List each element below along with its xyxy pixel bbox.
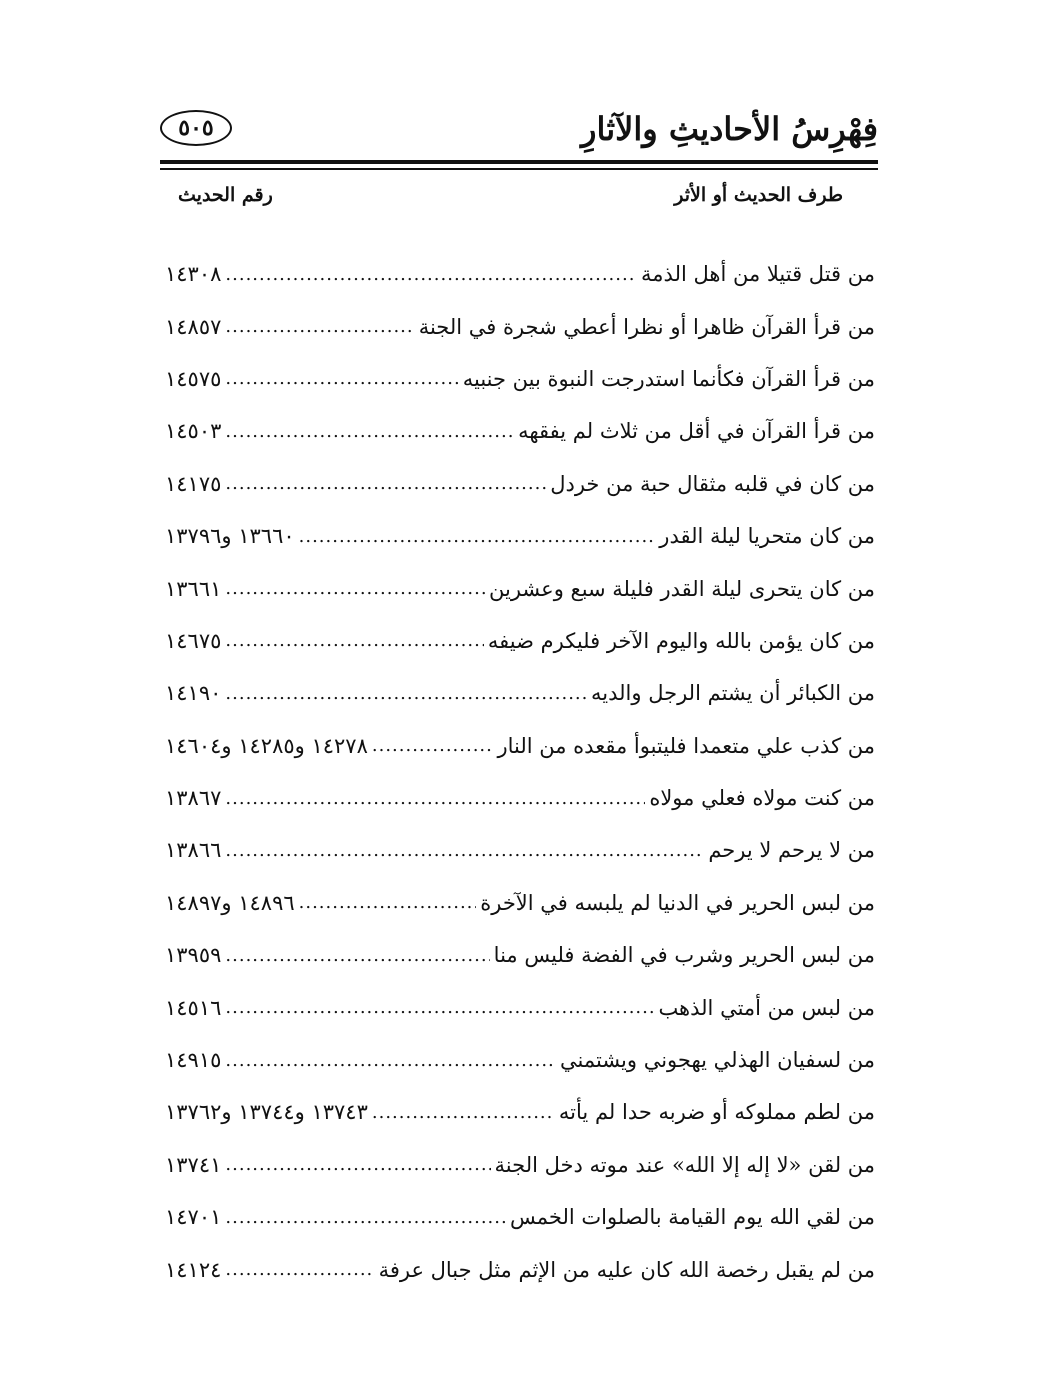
column-headers	[160, 184, 878, 218]
entry-number: ١٤١٢٤	[165, 1257, 222, 1282]
entry-leader-dots	[225, 578, 485, 599]
entry-leader-dots	[299, 526, 656, 547]
index-entry	[165, 615, 875, 667]
index-entry	[165, 772, 875, 824]
page-title: فِهْرِسُ الأحاديثِ والآثارِ	[581, 110, 878, 148]
entry-number: ١٤٢٧٨ و١٤٢٨٥ و١٤٦٠٤	[165, 733, 368, 758]
entry-leader-dots	[225, 630, 484, 651]
entry-number: ١٤٥٧٥	[165, 366, 222, 391]
index-entry	[165, 353, 875, 405]
entry-number: ١٤٧٠١	[165, 1205, 222, 1230]
entry-number: ١٣٦٦٠ و١٣٧٩٦	[165, 524, 295, 549]
entry-text: من كنت مولاه فعلي مولاه	[649, 786, 875, 811]
index-entry	[165, 981, 875, 1033]
entry-number: ١٤٨٩٦ و١٤٨٩٧	[165, 890, 295, 915]
entry-number: ١٤٦٧٥	[165, 628, 222, 653]
entry-leader-dots	[225, 788, 645, 809]
index-entry	[165, 720, 875, 772]
index-entry	[165, 1139, 875, 1191]
entry-leader-dots	[225, 264, 637, 285]
entry-number: ١٣٧٤١	[165, 1152, 222, 1177]
entry-leader-dots	[225, 421, 514, 442]
entry-leader-dots	[299, 892, 477, 913]
entry-leader-dots	[225, 840, 704, 861]
entry-number: ١٣٨٦٦	[165, 838, 222, 863]
page-header	[160, 98, 878, 168]
index-entry	[165, 458, 875, 510]
entry-number: ١٤٨٥٧	[165, 314, 222, 339]
entry-number: ١٤٩١٥	[165, 1048, 222, 1073]
entry-text: من لبس من أمتي الذهب	[658, 995, 875, 1020]
entry-number: ١٤٥١٦	[165, 995, 222, 1020]
entry-leader-dots	[372, 1102, 555, 1123]
entry-number: ١٤٥٠٣	[165, 419, 222, 444]
entry-text: من كان متحريا ليلة القدر	[659, 524, 875, 549]
entry-number: ١٤٣٠٨	[165, 262, 222, 287]
index-entry	[165, 1243, 875, 1295]
column-header-hadith: طرف الحديث أو الأثر	[674, 184, 843, 206]
entry-text: من قرأ القرآن فكأنما استدرجت النبوة بين جنبيه	[462, 366, 875, 391]
header-rule-thick	[160, 160, 878, 164]
index-entry	[165, 510, 875, 562]
entry-number: ١٣٩٥٩	[165, 943, 222, 968]
entry-text: من كذب علي متعمدا فليتبوأ مقعده من النار	[497, 733, 875, 758]
index-entry	[165, 929, 875, 981]
entry-text: من لسفيان الهذلي يهجوني ويشتمني	[560, 1048, 875, 1073]
entry-leader-dots	[225, 1050, 556, 1071]
entry-text: من لطم مملوكه أو ضربه حدا لم يأته	[558, 1100, 875, 1125]
header-rule-thin	[160, 168, 878, 170]
index-entry	[165, 667, 875, 719]
index-entry	[165, 300, 875, 352]
entry-leader-dots	[225, 1259, 374, 1280]
entry-text: من لبس الحرير وشرب في الفضة فليس منا	[493, 943, 875, 968]
entry-number: ١٣٦٦١	[165, 576, 222, 601]
index-entry	[165, 1034, 875, 1086]
entry-text: من قرأ القرآن ظاهرا أو نظرا أعطي شجرة في الجنة	[418, 314, 875, 339]
index-entry	[165, 877, 875, 929]
page-number-badge: ٥٠٥	[160, 110, 232, 146]
entry-leader-dots	[372, 735, 494, 756]
entry-leader-dots	[225, 368, 458, 389]
index-entries	[165, 248, 875, 1296]
index-entry	[165, 1191, 875, 1243]
entry-text: من قرأ القرآن في أقل من ثلاث لم يفقهه	[518, 419, 875, 444]
entry-leader-dots	[225, 683, 587, 704]
entry-text: من لم يقبل رخصة الله كان عليه من الإثم مثل جبال عرفة	[378, 1257, 875, 1282]
index-entry	[165, 405, 875, 457]
entry-leader-dots	[225, 1154, 490, 1175]
entry-leader-dots	[225, 1207, 506, 1228]
entry-number: ١٣٧٤٣ و١٣٧٤٤ و١٣٧٦٢	[165, 1100, 368, 1125]
entry-leader-dots	[225, 473, 546, 494]
index-entry	[165, 1086, 875, 1138]
entry-leader-dots	[225, 945, 489, 966]
entry-text: من لا يرحم لا يرحم	[708, 838, 875, 863]
entry-text: من الكبائر أن يشتم الرجل والديه	[591, 681, 875, 706]
column-header-number: رقم الحديث	[178, 184, 273, 206]
index-entry	[165, 562, 875, 614]
entry-number: ١٤١٩٠	[165, 681, 222, 706]
entry-text: من قتل قتيلا من أهل الذمة	[641, 262, 875, 287]
entry-number: ١٣٨٦٧	[165, 786, 222, 811]
entry-leader-dots	[225, 997, 654, 1018]
entry-leader-dots	[225, 316, 414, 337]
entry-text: من لبس الحرير في الدنيا لم يلبسه في الآخرة	[480, 890, 875, 915]
index-entry	[165, 248, 875, 300]
entry-number: ١٤١٧٥	[165, 471, 222, 496]
entry-text: من كان يتحرى ليلة القدر فليلة سبع وعشرين	[489, 576, 875, 601]
entry-text: من كان في قلبه مثقال حبة من خردل	[550, 471, 875, 496]
entry-text: من كان يؤمن بالله واليوم الآخر فليكرم ضيفه	[487, 628, 875, 653]
entry-text: من لقن «لا إله إلا الله» عند موته دخل الجنة	[494, 1152, 875, 1177]
index-entry	[165, 824, 875, 876]
entry-text: من لقي الله يوم القيامة بالصلوات الخمس	[509, 1205, 875, 1230]
